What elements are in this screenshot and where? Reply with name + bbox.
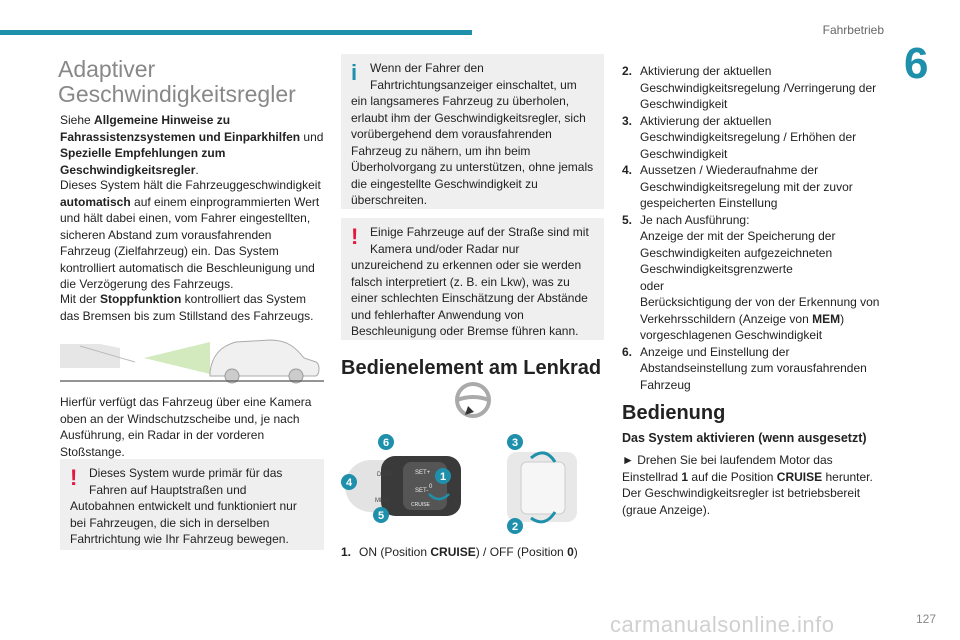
- control-list-item-1: [341, 544, 604, 561]
- stop-function-paragraph: [60, 291, 324, 324]
- description-text: Dieses System hält die Fahrzeuggeschwindigkeit: [60, 178, 321, 192]
- description-text: auf einem einprogrammierten Wert und hält dabei einen, vom Fahrer eingestellten, sicheren Abstand zum vorausfahrenden Fahrzeug (Zielfahrzeug) ein. Das System kontrolliert automatisch die Beschleunigung und die Verzögerung des Fahrzeugs.: [60, 194, 320, 291]
- watermark: carmanualsonline.info: [610, 612, 835, 637]
- list-number: 6.: [622, 344, 633, 359]
- list-number: 1.: [341, 545, 352, 559]
- warning-text: unzureichend zu erkennen oder sie werden falsch interpretiert (z. B. ein Lkw), was zu einer schlechten Einschätzung der Abstände und fehlerhafter Anwendung von Beschleunigung oder Bremse führen kann.: [351, 258, 588, 338]
- list-item: [622, 113, 886, 163]
- list-text: Aktivierung der aktuellen Geschwindigkeitsregelung / Erhöhen der Geschwindigkeit: [640, 113, 857, 161]
- step-bold: CRUISE: [776, 469, 823, 484]
- list-item: [622, 212, 886, 344]
- list-item: [341, 544, 604, 561]
- title-line-2: Geschwindigkeitsregler: [58, 81, 296, 107]
- sensor-beam: [144, 342, 210, 374]
- list-text: ): [573, 545, 578, 559]
- list-text: Anzeige und Einstellung der Abstandseinstellung zum vorausfahrenden Fahrzeug: [640, 344, 867, 392]
- info-text: ein langsameres Fahrzeug zu überholen, erlaubt ihm der Geschwindigkeitsregler, sich vorübergehend dem vorausfahrenden Fahrzeug zu nähern, um ihn beim Überholvorgang zu unterstützen, ohne jemals die eingestellte Geschwindigkeit zu überschreiten.: [351, 94, 594, 207]
- list-text: Aktivierung der aktuellen Geschwindigkeitsregelung /Verringerung der Geschwindigkeit: [640, 64, 877, 111]
- list-item: [622, 162, 886, 212]
- warning-icon: !: [351, 224, 359, 249]
- intro-bold-2: Spezielle Empfehlungen zum Geschwindigkeitsregler: [60, 146, 226, 177]
- intro-bold-1: Allgemeine Hinweise zu Fahrassistenzsystemen und Einparkhilfen: [60, 113, 301, 144]
- list-bold: MEM: [812, 311, 841, 326]
- section-heading-controls: Bedienelement am Lenkrad: [341, 357, 602, 379]
- callout-4-label: 4: [345, 477, 353, 489]
- list-text: ON (Position: [359, 545, 431, 559]
- label-mem: MEM: [375, 498, 389, 504]
- intro-paragraph: [60, 112, 324, 178]
- intro-text: .: [195, 162, 199, 177]
- step-text: herunter. Der Geschwindigkeitsregler ist betriebsbereit (graue Anzeige).: [622, 469, 873, 517]
- label-set-minus: SET-: [415, 488, 429, 494]
- list-bold: CRUISE: [430, 545, 476, 559]
- section-heading-operation: Bedienung: [622, 402, 726, 424]
- info-box-overtaking: [341, 54, 604, 209]
- intro-text: Siehe: [60, 113, 95, 127]
- warning-text: Autobahnen entwickelt und funktioniert nur bei Fahrzeugen, die sich in derselben Fahrtrichtung wie Ihr Fahrzeug bewegen.: [70, 499, 297, 546]
- warning-box-main-roads: [60, 459, 324, 550]
- list-text: Berücksichtigung der von der Erkennung von Verkehrsschildern (Anzeige von: [640, 295, 880, 326]
- callout-3-label: 3: [511, 437, 519, 449]
- description-bold: automatisch: [60, 194, 131, 209]
- step-text: ► Drehen Sie bei laufendem Motor das Einstellrad: [622, 453, 833, 484]
- list-bold: 0: [567, 545, 574, 559]
- stop-text: Mit der: [60, 292, 101, 306]
- label-dlap: DLAP: [377, 472, 393, 478]
- list-item: [622, 344, 886, 394]
- warning-icon: !: [70, 465, 78, 490]
- label-set-plus: SET+: [415, 470, 431, 476]
- list-item: [622, 63, 886, 113]
- subheading-activate: Das System aktivieren (wenn ausgesetzt): [622, 431, 867, 445]
- activation-step: [622, 452, 886, 518]
- chapter-number: 6: [904, 39, 929, 88]
- sensor-paragraph: Hierfür verfügt das Fahrzeug über eine Kamera oben an der Windschutzscheibe und, je nach Ausführung, ein Radar in der vorderen Stoßstange.: [60, 395, 312, 459]
- cruise-stalk-diagram: [341, 432, 591, 537]
- label-cruise: CRUISE: [411, 502, 430, 508]
- callout-6-label: 6: [382, 437, 390, 449]
- section-name: Fahrbetrieb: [822, 23, 884, 37]
- steering-wheel-icon: [453, 382, 493, 418]
- car-icon: [210, 340, 319, 376]
- info-lead-text: Wenn der Fahrer den Fahrtrichtungsanzeiger einschaltet, um: [370, 61, 577, 92]
- list-text: oder: [640, 278, 665, 293]
- step-text: auf die Position: [688, 469, 777, 484]
- list-number: 5.: [622, 212, 633, 227]
- description-paragraph: [60, 177, 324, 293]
- title-line-1: Adaptiver: [58, 56, 156, 82]
- list-text: Anzeige der mit der Speicherung der Geschwindigkeiten aufgezeichneten Geschwindigkeitsgrenzwerte: [640, 229, 836, 276]
- list-number: 2.: [622, 64, 633, 78]
- car-sensor-illustration: [60, 334, 324, 386]
- page-number: 127: [916, 612, 937, 626]
- list-text: ) / OFF (Position: [475, 545, 568, 559]
- list-text: [640, 294, 886, 344]
- intro-text: und: [300, 129, 324, 144]
- list-text: Aussetzen / Wiederaufnahme der Geschwindigkeitsregelung mit der zuvor gespeicherten Einstellung: [640, 163, 853, 210]
- step-bold: 1: [681, 469, 689, 484]
- warning-lead-text: Einige Fahrzeuge auf der Straße sind mit Kamera und/oder Radar nur: [370, 225, 589, 256]
- list-text: ) vorgeschlagenen Geschwindigkeit: [640, 311, 845, 342]
- warning-box-detection: [341, 218, 604, 340]
- callout-5-label: 5: [377, 510, 385, 522]
- warning-lead-text: Dieses System wurde primär für das Fahren auf Hauptstraßen und: [89, 466, 283, 497]
- page-title: [58, 57, 328, 107]
- info-icon: i: [351, 60, 358, 85]
- list-number: 3.: [622, 113, 633, 128]
- header-accent-bar: [0, 30, 472, 35]
- stop-text: kontrolliert das System das Bremsen bis zum Stillstand des Fahrzeugs.: [60, 292, 314, 323]
- stop-bold: Stoppfunktion: [100, 292, 182, 306]
- callout-2-label: 2: [511, 521, 519, 533]
- list-text: Je nach Ausführung:: [640, 212, 750, 227]
- callout-1-label: 1: [439, 471, 447, 483]
- label-zero: 0: [429, 484, 433, 490]
- control-list-items: [622, 63, 886, 393]
- list-number: 4.: [622, 163, 633, 177]
